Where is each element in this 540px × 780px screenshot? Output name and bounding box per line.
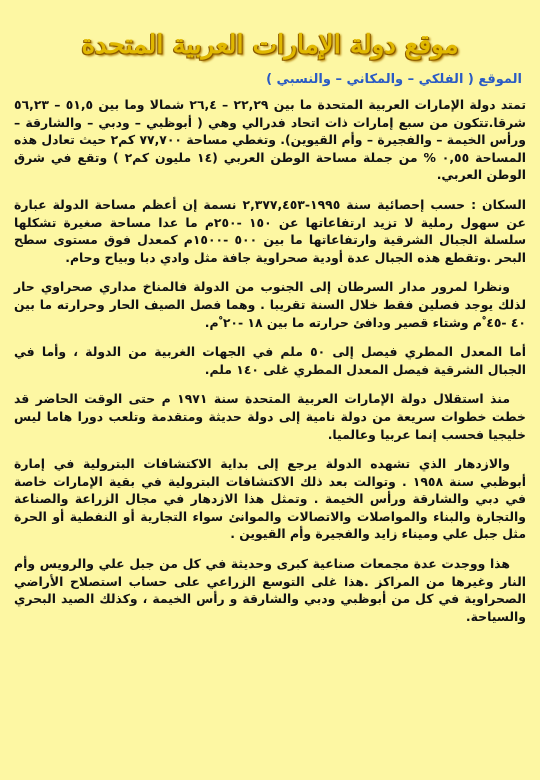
paragraph-prosperity: والازدهار الذي تشهده الدولة يرجع إلى بداية الاكتشافات البترولية في إمارة أبوظبي سنة ١٩٥٨ . وتوالت بعد ذلك الاكتشافات البترولية في بقية الإمارات خاصة في دبي والشارقة ورأس الخيمة . وتمثل هذا الازدهار في مجال الزراعة والصناعة والتجارة والبناء والمواصلات والاتصالات والموانئ سواء التجارية أو النفطية أو الحرة مثل جبل علي وميناء زايد والفجيرة وأم القيوين . <box>14 456 526 542</box>
paragraph-industry: هذا ووجدت عدة مجمعات صناعية كبرى وحديثة في كل من جبل علي والرويس وأم النار وغيرها من المراكز .هذا غلى التوسع الزراعي على حساب استصلاح الأراضي الصحراوية في كل من أبوظبي ودبي والشارقة و رأس الخيمة ، وكذلك الصيد البحري والسياحة. <box>14 556 526 624</box>
paragraph-independence: منذ استقلال دولة الإمارات العربية المتحدة سنة ١٩٧١ م حتى الوقت الحاضر قد خطت خطوات سريعة من دولة نامية إلى دولة حديثة ومتقدمة وتلعب دورا هاما ليس خليجيا فحسب إنما عربيا وعالميا. <box>14 391 526 442</box>
subtitle: الموقع ( الفلكي – والمكاني – والنسبي ) <box>266 72 522 87</box>
article-body <box>14 96 526 637</box>
paragraph-rainfall: أما المعدل المطري فيصل إلى ٥٠ ملم في الجهات الغربية من الدولة ، وأما في الجبال الشرقية فيصل المعدل المطري غلى ١٤٠ ملم. <box>14 344 527 377</box>
paragraph-climate: ونظرا لمرور مدار السرطان إلى الجنوب من الدولة فالمناخ مداري صحراوي حار لذلك يوجد فصلين فقط خلال السنة تقريبا . وهما فصل الصيف الحار وحرارته ما بين ٤٠ -٤٥ ْم وشتاء قصير ودافئ حرارته ما بين ١٨ -٢٠ ْم. <box>14 279 526 330</box>
paragraph-location: تمتد دولة الإمارات العربية المتحدة ما بين ٢٢,٢٩ – ٢٦,٤ شمالا وما بين ٥١,٥ – ٥٦,٢٣ شرقا.تتكون من سبع إمارات ذات اتحاد فدرالي وهي ( أبوظبي – ودبي – والشارقة – ورأس الخيمة – والفجيرة – وأم القيوين). وتغطي مساحة ٧٧,٧٠٠ كم٢ حيث تعادل هذه المساحة ٠,٥٥ % من جملة مساحة الوطن العربي (١٤ مليون كم٢ ) وتقع في شرق الوطن العربي. <box>14 97 527 183</box>
paragraph-population: السكان : حسب إحصائية سنة ١٩٩٥-٢,٣٧٧,٤٥٣ نسمة إن أعظم مساحة الدولة عبارة عن سهول رملية لا تزيد ارتفاعاتها عن ١٥٠ -٢٥٠م ما عدا مساحة صغيرة تشكلها سلسلة الجبال الشرقية وارتفاعاتها ما بين ٥٠٠ -١٥٠٠م كمعدل فوق مستوى سطح البحر .وتقطع هذه الجبال عدة أودية صحراوية جافة مثل وادي دبا وبياح وحام. <box>14 196 527 265</box>
banner-title: موقع دولة الإمارات العربية المتحدة <box>81 30 459 60</box>
